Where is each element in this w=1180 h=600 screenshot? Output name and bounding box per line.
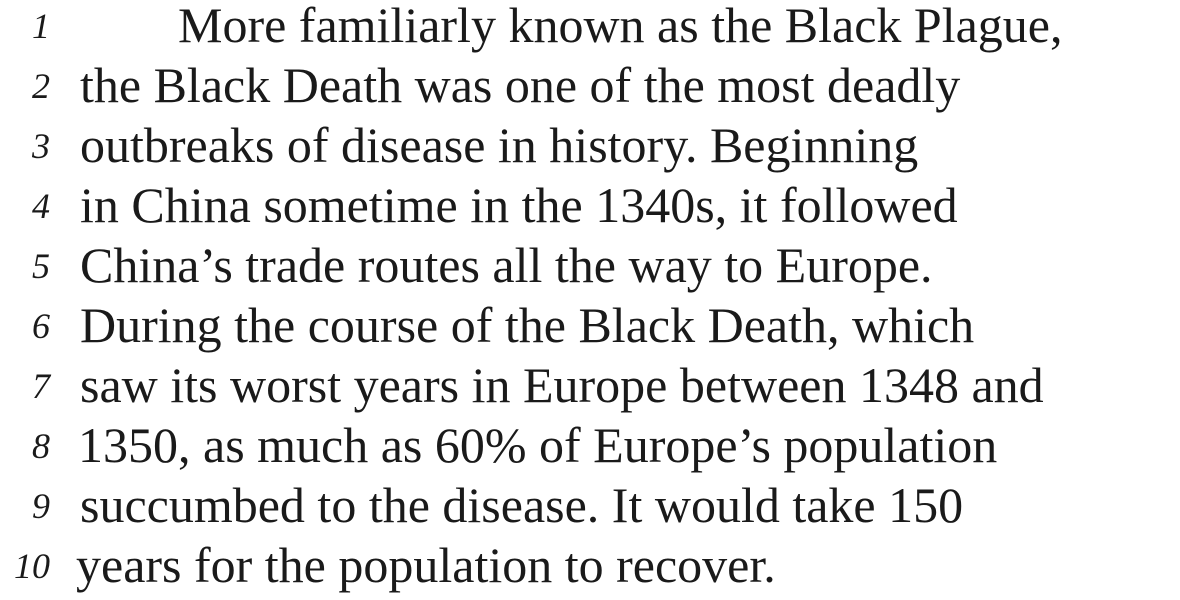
line-number: 8 — [32, 426, 50, 466]
passage-line — [0, 297, 1180, 360]
line-number: 3 — [32, 126, 50, 166]
line-text: China’s trade routes all the way to Europe. — [80, 237, 933, 293]
line-text: succumbed to the disease. It would take 150 — [80, 477, 964, 533]
line-text: the Black Death was one of the most deadly — [80, 57, 961, 113]
line-text: outbreaks of disease in history. Beginning — [80, 117, 919, 173]
line-number: 2 — [32, 66, 50, 106]
line-number: 4 — [32, 186, 50, 226]
passage-line — [0, 57, 1180, 120]
passage-line — [0, 0, 1180, 60]
line-number: 9 — [32, 486, 50, 526]
line-number: 6 — [32, 306, 50, 346]
passage-line — [0, 417, 1180, 480]
line-number: 7 — [32, 366, 50, 406]
line-text: in China sometime in the 1340s, it followed — [80, 177, 958, 233]
line-text: 1350, as much as 60% of Europe’s population — [78, 417, 998, 473]
line-number: 1 — [32, 6, 50, 46]
passage-line — [0, 117, 1180, 180]
line-text: More familiarly known as the Black Plague, — [178, 0, 1063, 53]
passage-line — [0, 477, 1180, 540]
line-number: 5 — [32, 246, 50, 286]
line-number: 10 — [14, 546, 50, 586]
line-text: During the course of the Black Death, which — [80, 297, 975, 353]
passage-line — [0, 177, 1180, 240]
passage-line — [0, 237, 1180, 300]
line-text: saw its worst years in Europe between 1348 and — [80, 357, 1044, 413]
line-text: years for the population to recover. — [76, 537, 776, 593]
passage-line — [0, 357, 1180, 420]
passage-line — [0, 537, 1180, 600]
